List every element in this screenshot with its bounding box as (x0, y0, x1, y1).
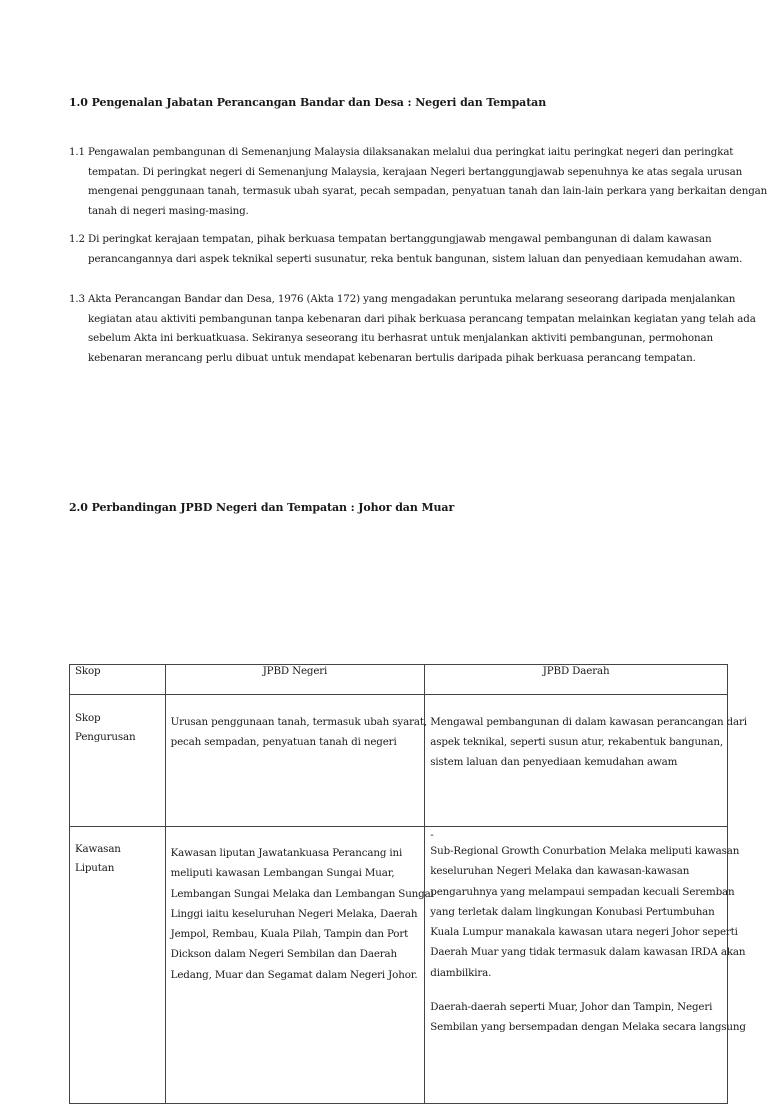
cell-line: Dickson dalam Negeri Sembilan dan Daerah (170, 948, 398, 961)
paragraph-line: sebelum Akta ini berkuatkuasa. Sekiranya seseorang itu berhasrat untuk menjalankan aktiviti pembangunan, permohonan (88, 332, 713, 344)
cell-line: Daerah Muar yang tidak termasuk dalam kawasan IRDA akan (430, 946, 746, 959)
cell-line: Urusan penggunaan tanah, termasuk ubah syarat, (170, 716, 427, 728)
comparison-table (69, 664, 747, 1104)
paragraph-line: mengenai penggunaan tanah, termasuk ubah syarat, pecah sempadan, penyatuan tanah dan lain-lain perkara yang berkaitan dengan (88, 185, 768, 197)
paragraph-line: tempatan. Di peringkat negeri di Semenanjung Malaysia, kerajaan Negeri bertanggungjawab sepenuhnya ke atas segala urusan (88, 165, 743, 178)
paragraph-line: perancangannya dari aspek teknikal seperti susunatur, reka bentuk bangunan, sistem laluan dan penyediaan kemudahan awam. (88, 252, 743, 265)
section-1-heading: 1.0 Pengenalan Jabatan Perancangan Bandar dan Desa : Negeri dan Tempatan (69, 96, 547, 109)
cell-line: aspek teknikal, seperti susun atur, rekabentuk bangunan, (430, 736, 724, 748)
cell-line: sistem laluan dan penyediaan kemudahan awam (430, 756, 678, 768)
row-label-skop-pengurusan: Skop Pengurusan (70, 695, 166, 827)
cell-dash: - (430, 829, 434, 841)
header-skop: Skop (70, 665, 166, 695)
cell-line: keseluruhan Negeri Melaka dan kawasan-kawasan (430, 865, 690, 878)
cell-spacer (430, 983, 722, 997)
cell-line: pengaruhnya yang melampaui sempadan kecuali Seremban (430, 885, 735, 898)
row-label-kawasan-liputan: Kawasan Liputan (70, 827, 166, 1104)
section-2-heading: 2.0 Perbandingan JPBD Negeri dan Tempatan : Johor dan Muar (69, 501, 455, 514)
cell-line: yang terletak dalam lingkungan Konubasi Pertumbuhan (430, 905, 715, 918)
cell-line: Kuala Lumpur manakala kawasan utara negeri Johor seperti (430, 926, 738, 939)
cell-line: Mengawal pembangunan di dalam kawasan perancangan dari (430, 716, 747, 728)
header-jpbd-negeri: JPBD Negeri (165, 665, 425, 695)
cell-line: Sub-Regional Growth Conurbation Melaka meliputi kawasan (430, 845, 740, 857)
cell-line: Lembangan Sungai Melaka dan Lembangan Sungai (170, 887, 434, 900)
cell-line: diambilkira. (430, 966, 492, 979)
table-row (70, 695, 728, 827)
cell-line: Sembilan yang bersempadan dengan Melaka secara langsung (430, 1021, 746, 1034)
cell-negeri-skop (165, 695, 425, 827)
paragraph-1-1 (69, 143, 768, 221)
paragraph-line: 1.1 Pengawalan pembangunan di Semenanjung Malaysia dilaksanakan melalui dua peringkat iaitu peringkat negeri dan peringkat (69, 146, 734, 158)
table-header-row (70, 665, 728, 695)
cell-negeri-liputan (165, 827, 434, 1104)
paragraph-line: kebenaran merancang perlu dibuat untuk mendapat kebenaran bertulis daripada pihak berkuasa perancang tempatan. (88, 351, 696, 364)
paragraph-1-3 (69, 290, 756, 368)
header-jpbd-daerah: JPBD Daerah (425, 665, 728, 695)
cell-line: Jempol, Rembau, Kuala Pilah, Tampin dan Port (170, 928, 409, 941)
paragraph-1-2 (69, 230, 743, 269)
paragraph-line: 1.3 Akta Perancangan Bandar dan Desa, 1976 (Akta 172) yang mengadakan peruntuka melarang seseorang daripada menjalankan (69, 293, 736, 305)
paragraph-line: tanah di negeri masing-masing. (88, 204, 249, 217)
cell-line: Linggi iaitu keseluruhan Negeri Melaka, Daerah (170, 907, 418, 920)
paragraph-line: 1.2 Di peringkat kerajaan tempatan, pihak berkuasa tempatan bertanggungjawab mengawal pembangunan di dalam kawasan (69, 233, 712, 245)
cell-daerah-liputan (425, 827, 746, 1104)
paragraph-line: kegiatan atau aktiviti pembangunan tanpa kebenaran dari pihak berkuasa perancang tempatan melainkan kegiatan yang telah ada (88, 312, 756, 325)
cell-line: pecah sempadan, penyatuan tanah di negeri (170, 736, 397, 748)
cell-line: meliputi kawasan Lembangan Sungai Muar, (170, 867, 395, 880)
cell-daerah-skop (425, 695, 747, 827)
cell-line: Daerah-daerah seperti Muar, Johor dan Tampin, Negeri (430, 1001, 713, 1014)
cell-line: Kawasan liputan Jawatankuasa Perancang ini (170, 847, 403, 859)
table-row (70, 827, 728, 1104)
cell-line: Ledang, Muar dan Segamat dalam Negeri Johor. (170, 968, 418, 981)
